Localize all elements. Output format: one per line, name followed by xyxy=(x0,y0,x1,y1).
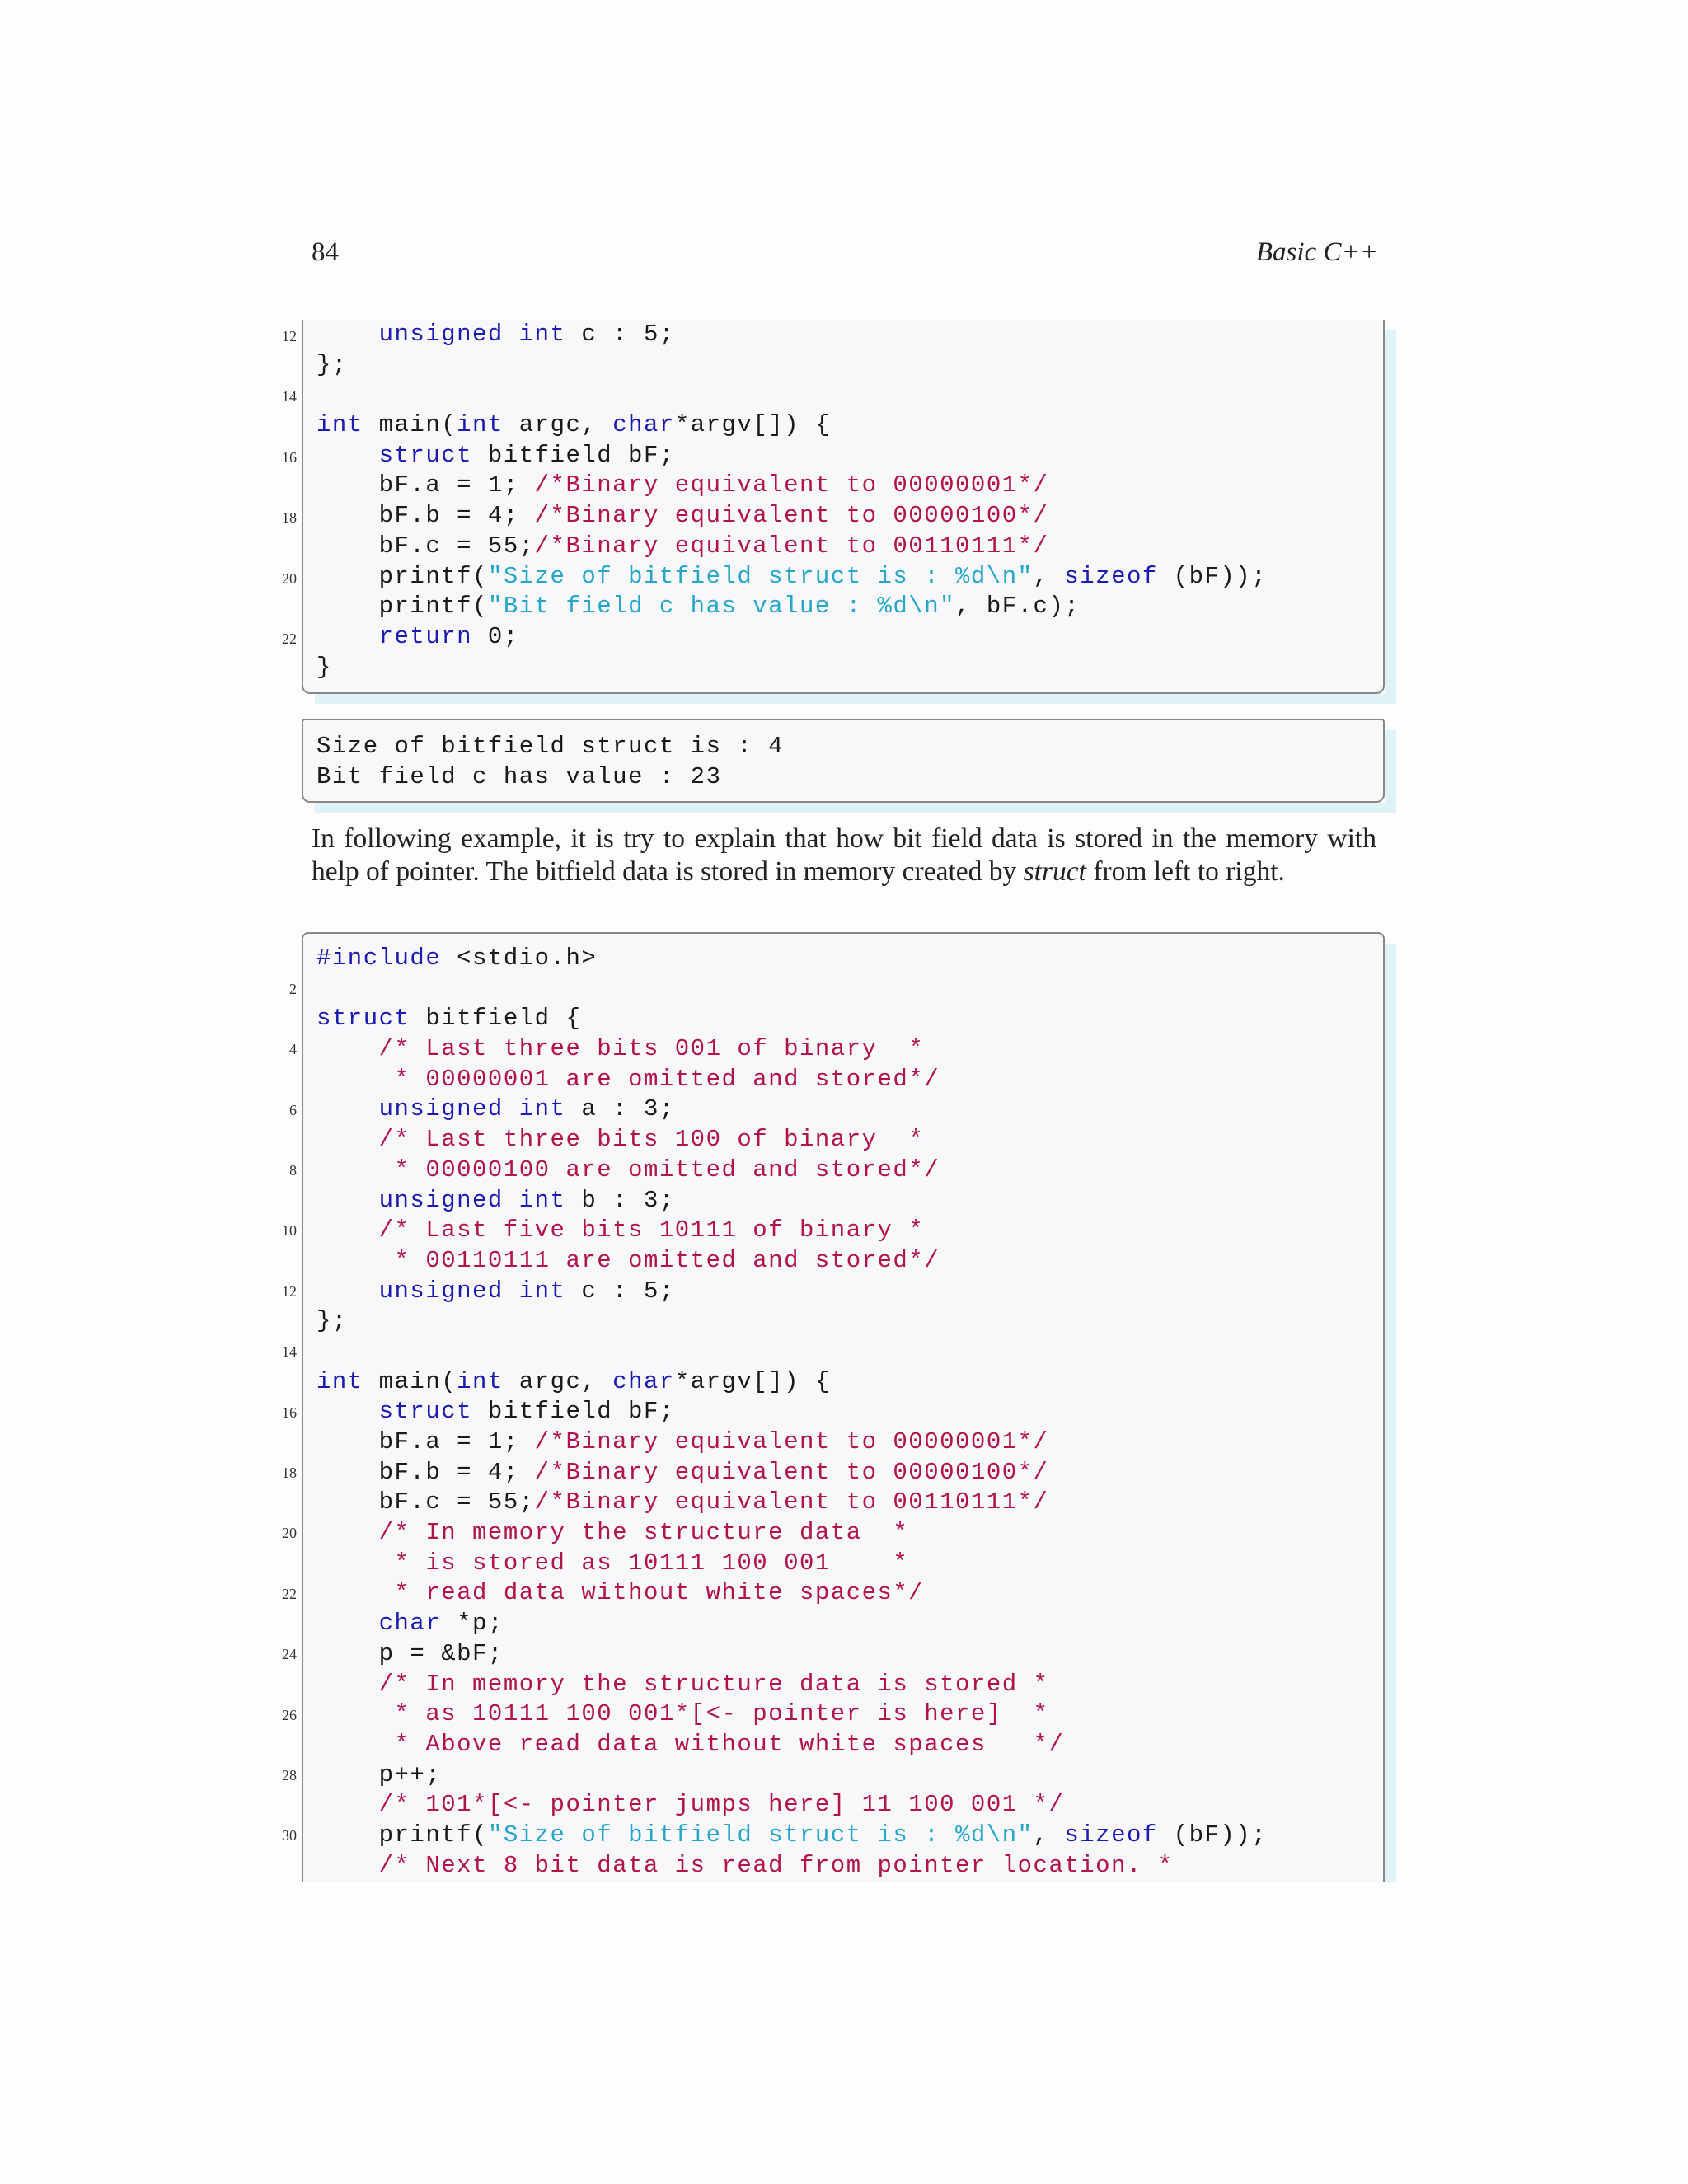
code-keyword: return xyxy=(316,622,473,650)
code-keyword: struct xyxy=(316,1005,410,1033)
code-text: *p; xyxy=(441,1610,504,1638)
code-text: bF.a = 1; xyxy=(316,471,535,499)
code-line xyxy=(316,1518,1383,1549)
code-string: "Size of bitfield struct is : %d\n" xyxy=(487,1821,1034,1849)
code-keyword: char xyxy=(316,1610,442,1638)
code-text: printf( xyxy=(316,593,488,621)
code-text: printf( xyxy=(316,1821,488,1849)
code-keyword: char xyxy=(612,1367,675,1395)
code-string: "Size of bitfield struct is : %d\n" xyxy=(487,562,1034,590)
paragraph-text: In following example, it is try to explain that how bit field data is stored in the memory with help of pointer. The bitfield data is stored in memory created by xyxy=(312,823,1376,887)
code-line xyxy=(316,1004,1383,1034)
output-block xyxy=(316,732,1383,792)
code-line xyxy=(316,1065,1383,1095)
code-string: "Bit field c has value : %d\n" xyxy=(487,593,956,621)
code-line xyxy=(316,1851,1383,1882)
code-listing-bottom xyxy=(302,932,1385,1882)
code-keyword: int xyxy=(316,1367,363,1395)
code-keyword: struct xyxy=(316,1398,473,1426)
code-line xyxy=(316,320,1383,350)
code-text: printf( xyxy=(316,562,488,590)
code-text: c : 5; xyxy=(565,321,675,348)
code-comment: * 00000100 are omitted and stored*/ xyxy=(316,1155,940,1183)
code-comment: /* In memory the structure data * xyxy=(316,1519,909,1547)
line-number: 22 xyxy=(282,1585,297,1602)
code-line xyxy=(316,441,1383,471)
code-text: bF.b = 4; xyxy=(316,502,535,530)
code-text: bitfield { xyxy=(410,1005,582,1033)
code-text: bitfield bF; xyxy=(472,441,675,469)
code-keyword: int xyxy=(316,411,363,439)
code-line xyxy=(316,1790,1383,1821)
code-block xyxy=(316,944,1383,1881)
code-text: a : 3; xyxy=(565,1095,675,1123)
code-line xyxy=(316,1730,1383,1760)
body-paragraph xyxy=(312,823,1376,888)
code-keyword: #include xyxy=(316,944,442,972)
code-comment: /* 101*[<- pointer jumps here] 11 100 001 */ xyxy=(316,1791,1065,1819)
running-head: Basic C++ xyxy=(1255,237,1378,267)
code-line xyxy=(316,1821,1383,1851)
code-line xyxy=(316,471,1383,501)
code-comment: /* Last five bits 10111 of binary * xyxy=(316,1216,925,1244)
code-keyword: struct xyxy=(316,441,473,469)
code-line xyxy=(316,562,1383,593)
code-line xyxy=(316,1367,1383,1398)
code-text: 0; xyxy=(472,622,519,650)
code-line xyxy=(316,944,1383,974)
line-number: 18 xyxy=(282,1464,297,1481)
code-line xyxy=(316,1670,1383,1700)
code-line xyxy=(316,974,1383,1005)
line-number: 28 xyxy=(282,1766,297,1783)
line-number: 12 xyxy=(282,328,297,344)
code-comment: /*Binary equivalent to 00000001*/ xyxy=(534,471,1049,499)
line-number: 22 xyxy=(282,630,297,647)
code-keyword: unsigned int xyxy=(316,1186,566,1214)
code-line xyxy=(316,1397,1383,1427)
code-text: , bF.c); xyxy=(955,593,1081,621)
code-line xyxy=(316,1246,1383,1277)
code-line xyxy=(316,1186,1383,1216)
code-line xyxy=(316,1578,1383,1609)
code-text: b : 3; xyxy=(565,1186,675,1214)
code-block xyxy=(316,320,1383,682)
code-line xyxy=(316,1427,1383,1458)
line-number: 14 xyxy=(282,388,297,405)
box-shadow xyxy=(1385,330,1396,704)
code-text: Size of bitfield struct is : 4 xyxy=(316,733,785,760)
code-text: , xyxy=(1033,1821,1065,1849)
code-comment: * Above read data without white spaces */ xyxy=(316,1730,1065,1758)
code-keyword: unsigned int xyxy=(316,1277,566,1305)
code-comment: /*Binary equivalent to 00000001*/ xyxy=(534,1428,1049,1455)
code-comment: /* Next 8 bit data is read from pointer location. * xyxy=(316,1851,1174,1879)
code-line xyxy=(316,732,1383,762)
code-line xyxy=(316,1458,1383,1488)
code-comment: /* Last three bits 100 of binary * xyxy=(316,1126,925,1154)
code-keyword: unsigned int xyxy=(316,321,566,348)
code-text: (bF)); xyxy=(1157,1821,1268,1849)
code-line xyxy=(316,1277,1383,1307)
code-line xyxy=(316,592,1383,622)
code-text: bitfield bF; xyxy=(472,1398,675,1426)
code-line xyxy=(316,380,1383,410)
code-line xyxy=(316,1094,1383,1125)
code-comment: * as 10111 100 001*[<- pointer is here] * xyxy=(316,1700,1049,1728)
code-line xyxy=(316,350,1383,381)
line-number: 10 xyxy=(282,1222,297,1240)
code-line xyxy=(316,1337,1383,1367)
code-listing-top xyxy=(302,320,1385,694)
code-text: Bit field c has value : 23 xyxy=(316,762,722,790)
line-number: 18 xyxy=(282,509,297,527)
code-text: bF.c = 55; xyxy=(316,532,535,560)
code-text: }; xyxy=(316,1307,348,1335)
code-comment: * read data without white spaces*/ xyxy=(316,1579,925,1607)
code-text: bF.b = 4; xyxy=(316,1458,535,1486)
code-text: *argv[]) { xyxy=(674,1367,831,1395)
code-line xyxy=(316,1125,1383,1155)
emphasis-struct: struct xyxy=(1023,856,1086,887)
box-shadow xyxy=(1385,944,1396,1882)
code-comment: /*Binary equivalent to 00110111*/ xyxy=(534,532,1049,560)
code-text: p++; xyxy=(316,1760,442,1788)
code-line xyxy=(316,1760,1383,1791)
code-keyword: int xyxy=(457,1367,504,1395)
code-line xyxy=(316,501,1383,532)
line-number: 26 xyxy=(282,1706,297,1723)
code-line xyxy=(316,410,1383,441)
box-shadow xyxy=(315,694,1396,704)
code-text: bF.c = 55; xyxy=(316,1488,535,1516)
code-comment: /* Last three bits 001 of binary * xyxy=(316,1035,925,1063)
code-comment: /* In memory the structure data is stored * xyxy=(316,1670,1049,1698)
code-line xyxy=(316,1488,1383,1518)
code-text: <stdio.h> xyxy=(441,944,598,972)
code-text: } xyxy=(316,653,332,681)
code-line xyxy=(316,622,1383,653)
code-text: argc, xyxy=(503,1367,613,1395)
line-number: 12 xyxy=(282,1282,297,1300)
code-comment: /*Binary equivalent to 00000100*/ xyxy=(534,1458,1049,1486)
line-number: 2 xyxy=(289,980,297,997)
code-text: main( xyxy=(363,1367,457,1395)
code-comment: /*Binary equivalent to 00000100*/ xyxy=(534,502,1049,530)
code-keyword: char xyxy=(612,411,675,439)
code-keyword: int xyxy=(457,411,504,439)
code-comment: * 00110111 are omitted and stored*/ xyxy=(316,1246,940,1274)
code-line xyxy=(316,1549,1383,1579)
code-line xyxy=(316,1216,1383,1246)
code-line xyxy=(316,1034,1383,1065)
output-listing xyxy=(302,719,1385,803)
code-comment: * 00000001 are omitted and stored*/ xyxy=(316,1065,940,1093)
code-line xyxy=(316,1609,1383,1639)
code-text: *argv[]) { xyxy=(674,411,831,439)
code-comment: * is stored as 10111 100 001 * xyxy=(316,1549,909,1577)
code-text: c : 5; xyxy=(565,1277,675,1305)
code-text: (bF)); xyxy=(1157,562,1268,590)
box-shadow xyxy=(1385,730,1396,813)
paragraph-text-end: from left to right. xyxy=(1085,856,1285,887)
code-keyword: sizeof xyxy=(1064,562,1158,590)
code-keyword: unsigned int xyxy=(316,1095,566,1123)
code-text: p = &bF; xyxy=(316,1639,504,1667)
page-number: 84 xyxy=(312,237,339,267)
box-shadow xyxy=(315,803,1396,813)
line-number: 14 xyxy=(282,1343,297,1361)
code-line xyxy=(316,653,1383,683)
line-number: 16 xyxy=(282,1404,297,1421)
line-number: 24 xyxy=(282,1646,297,1663)
code-text: , xyxy=(1033,562,1065,590)
line-number: 20 xyxy=(282,569,297,587)
line-number: 4 xyxy=(289,1041,297,1058)
code-text: main( xyxy=(363,411,457,439)
code-text: bF.a = 1; xyxy=(316,1428,535,1455)
code-line xyxy=(316,532,1383,562)
code-keyword: sizeof xyxy=(1064,1821,1158,1849)
line-number: 16 xyxy=(282,448,297,466)
code-text: argc, xyxy=(503,411,613,439)
code-line xyxy=(316,1699,1383,1730)
line-number: 20 xyxy=(282,1525,297,1542)
line-number: 8 xyxy=(289,1161,297,1179)
code-line xyxy=(316,1639,1383,1670)
code-comment: /*Binary equivalent to 00110111*/ xyxy=(534,1488,1049,1516)
code-line xyxy=(316,1306,1383,1337)
code-line xyxy=(316,762,1383,793)
line-number: 6 xyxy=(289,1101,297,1118)
line-number: 30 xyxy=(282,1827,297,1844)
code-text: }; xyxy=(316,350,348,378)
code-line xyxy=(316,1155,1383,1186)
